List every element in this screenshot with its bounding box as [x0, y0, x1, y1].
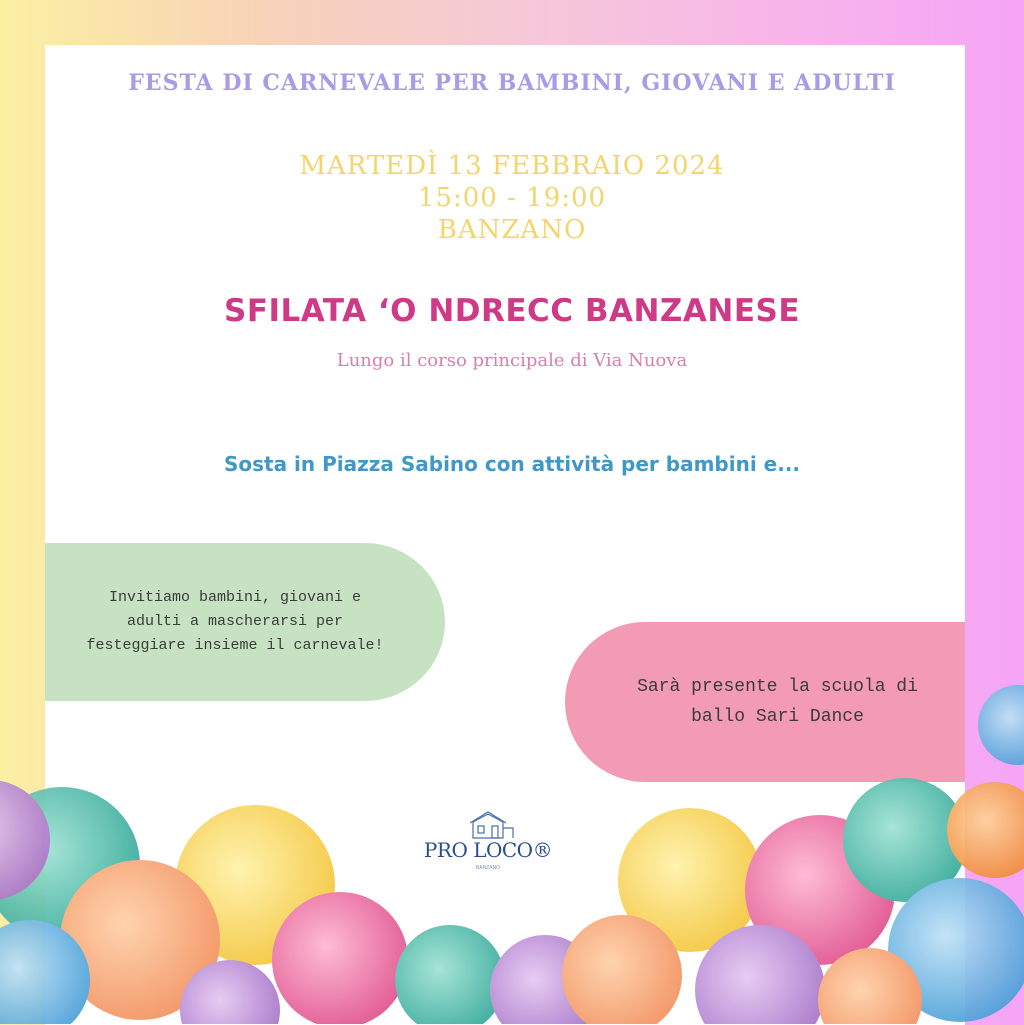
parade-title: SFILATA ‘O NDRECC BANZANESE [224, 293, 800, 329]
event-date: MARTEDÌ 13 FEBBRAIO 2024 [299, 151, 725, 181]
invite-text: Invitiamo bambini, giovani e adulti a mascherarsi per festeggiare insieme il carnevale! [86, 589, 384, 654]
dance-school-bubble [565, 622, 965, 782]
house-sketch-icon [418, 808, 558, 842]
date-block [0, 150, 1024, 246]
event-header: FESTA DI CARNEVALE PER BAMBINI, GIOVANI E ADULTI [128, 70, 896, 96]
pro-loco-logo [418, 808, 558, 878]
logo-subtitle: BANZANO [475, 865, 501, 871]
dot [0, 780, 50, 900]
dance-school-text: Sarà presente la scuola di ballo Sari Dance [637, 677, 918, 727]
logo-name: PRO LOCO® [423, 838, 553, 862]
event-time: 15:00 - 19:00 [417, 183, 607, 213]
invite-bubble [45, 543, 445, 701]
stop-note: Sosta in Piazza Sabino con attività per bambini e... [223, 452, 800, 476]
parade-route: Lungo il corso principale di Via Nuova [336, 350, 688, 371]
dot [978, 685, 1024, 765]
event-place: BANZANO [437, 215, 587, 245]
